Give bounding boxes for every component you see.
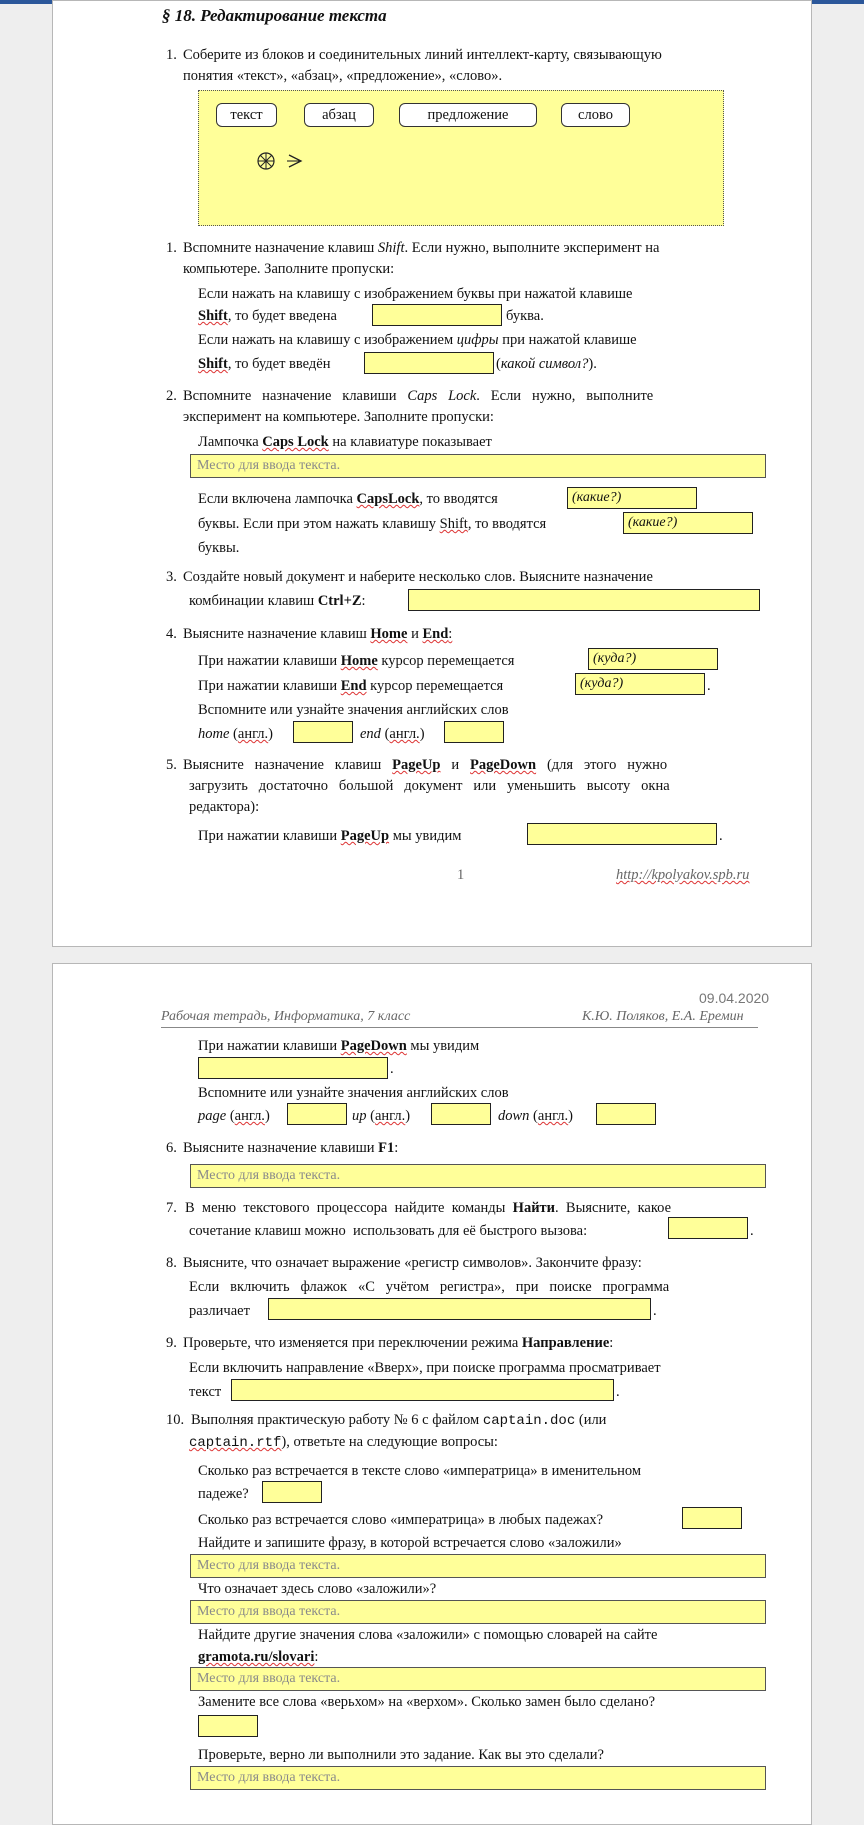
task-text: Соберите из блоков и соединительных линий интеллект-карту, связывающую — [183, 47, 662, 63]
question-text: В меню текстового процессора найдите команды Найти. Выясните, какое — [185, 1200, 672, 1216]
phrase-answer-input[interactable]: Место для ввода текста. — [190, 1554, 766, 1578]
question-text: Найдите и запишите фразу, в которой встречается слово «заложили» — [198, 1535, 622, 1551]
question-text: Если нажать на клавишу с изображением цифры при нажатой клавише — [198, 332, 637, 348]
question-text: При нажатии клавиши End курсор перемещается — [198, 678, 504, 694]
question-text: Проверьте, верно ли выполнили это задание. Как вы это сделали? — [198, 1747, 604, 1763]
ctrlz-answer-input[interactable] — [408, 589, 760, 611]
document-date: 09.04.2020 — [699, 990, 770, 1006]
question-text: Выясните назначение клавиш Home и End: — [183, 626, 453, 642]
question-number: 5. — [166, 757, 177, 773]
arrow-connector-icon[interactable] — [287, 155, 301, 167]
header-left: Рабочая тетрадь, Информатика, 7 класс — [161, 1009, 411, 1024]
home-translation-input[interactable] — [293, 721, 353, 743]
block-word[interactable]: слово — [561, 103, 630, 127]
punctuation: . — [653, 1303, 657, 1319]
question-text: редактора): — [189, 799, 260, 815]
capslock-letters-input[interactable]: (какие?) — [567, 487, 697, 509]
question-text: загрузить достаточно большой документ или уменьшить высоту окна — [189, 778, 670, 794]
question-number: 6. — [166, 1140, 177, 1156]
block-text[interactable]: текст — [216, 103, 277, 127]
section-title: § 18. Редактирование текста — [162, 6, 387, 25]
question-text: Вспомните или узнайте значения английских слов — [198, 1085, 509, 1101]
punctuation: . — [719, 828, 723, 844]
shift-digit-input[interactable] — [364, 352, 494, 374]
punctuation: . — [616, 1384, 620, 1400]
question-text: up (англ.) — [352, 1108, 411, 1124]
mind-map-area[interactable] — [198, 90, 724, 226]
question-text: Проверьте, что изменяется при переключении режима Направление: — [183, 1335, 614, 1351]
question-text: Найдите другие значения слова «заложили» с помощью словарей на сайте — [198, 1627, 658, 1643]
question-text: Выясните, что означает выражение «регистр символов». Закончите фразу: — [183, 1255, 642, 1271]
question-text: Если включена лампочка CapsLock, то вводятся — [198, 491, 498, 507]
pageup-answer-input[interactable] — [527, 823, 717, 845]
question-text: буква. — [506, 308, 544, 324]
site-link[interactable]: http://kpolyakov.spb.ru — [616, 867, 750, 883]
question-text: падеже? — [198, 1486, 249, 1502]
case-answer-input[interactable] — [268, 1298, 651, 1320]
all-cases-count-input[interactable] — [682, 1507, 742, 1529]
document-page-2 — [52, 963, 812, 1825]
block-paragraph[interactable]: абзац — [304, 103, 374, 127]
punctuation: . — [750, 1223, 754, 1239]
question-text: Сколько раз встречается в тексте слово «императрица» в именительном — [198, 1463, 642, 1479]
punctuation: . — [390, 1061, 394, 1077]
question-number: 3. — [166, 569, 177, 585]
question-text: Выполняя практическую работу № 6 с файлом captain.doc (или — [191, 1412, 607, 1429]
question-text: Если включить флажок «С учётом регистра», при поиске программа — [189, 1279, 670, 1295]
connector-tools — [257, 151, 317, 173]
question-number: 2. — [166, 388, 177, 404]
page-translation-input[interactable] — [287, 1103, 347, 1125]
task-number: 1. — [166, 47, 177, 63]
find-shortcut-input[interactable] — [668, 1217, 748, 1239]
question-text: При нажатии клавиши PageUp мы увидим — [198, 828, 462, 844]
question-text: home (англ.) — [198, 726, 274, 742]
question-text: комбинации клавиш Ctrl+Z: — [189, 593, 366, 609]
home-answer-input[interactable]: (куда?) — [588, 648, 718, 670]
question-text: Shift, то будет введена — [198, 308, 337, 324]
header-right: К.Ю. Поляков, Е.А. Еремин — [582, 1009, 744, 1024]
question-text: Если нажать на клавишу с изображением буквы при нажатой клавише — [198, 286, 633, 302]
block-sentence[interactable]: предложение — [399, 103, 537, 127]
question-text: При нажатии клавиши Home курсор перемещается — [198, 653, 515, 669]
question-number: 8. — [166, 1255, 177, 1271]
question-text: Shift, то будет введён — [198, 356, 331, 372]
task-text: понятия «текст», «абзац», «предложение», «слово». — [183, 68, 503, 84]
question-number: 10. — [166, 1412, 185, 1428]
document-page-1 — [52, 0, 812, 947]
question-text: end (англ.) — [360, 726, 425, 742]
page-number: 1 — [457, 867, 465, 883]
question-text: Лампочка Caps Lock на клавиатуре показывает — [198, 434, 492, 450]
question-text: Создайте новый документ и наберите несколько слов. Выясните назначение — [183, 569, 653, 585]
verify-answer-input[interactable]: Место для ввода текста. — [190, 1766, 766, 1790]
end-answer-input[interactable]: (куда?) — [575, 673, 705, 695]
question-text: Что означает здесь слово «заложили»? — [198, 1581, 437, 1597]
question-text: Выясните назначение клавиши F1: — [183, 1140, 399, 1156]
shift-letter-input[interactable] — [372, 304, 502, 326]
up-translation-input[interactable] — [431, 1103, 491, 1125]
question-text: текст — [189, 1384, 222, 1400]
question-text: captain.rtf), ответьте на следующие вопросы: — [189, 1434, 498, 1451]
question-text: Вспомните назначение клавиш Shift. Если нужно, выполните эксперимент на — [183, 240, 660, 256]
f1-answer-input[interactable]: Место для ввода текста. — [190, 1164, 766, 1188]
down-translation-input[interactable] — [596, 1103, 656, 1125]
question-text: Вспомните назначение клавиши Caps Lock. Если нужно, выполните — [183, 388, 654, 404]
punctuation: . — [707, 678, 711, 694]
question-number: 9. — [166, 1335, 177, 1351]
question-text: Выясните назначение клавиш PageUp и PageDown (для этого нужно — [183, 757, 668, 773]
pagedown-answer-input[interactable] — [198, 1057, 388, 1079]
question-text: (какой символ?). — [496, 356, 597, 372]
question-number: 1. — [166, 240, 177, 256]
question-text: gramota.ru/slovari: — [198, 1649, 319, 1665]
question-text: Если включить направление «Вверх», при поиске программа просматривает — [189, 1360, 661, 1376]
question-number: 7. — [166, 1200, 177, 1216]
question-text: различает — [189, 1303, 250, 1319]
replace-count-input[interactable] — [198, 1715, 258, 1737]
nominative-count-input[interactable] — [262, 1481, 322, 1503]
header-divider — [161, 1027, 758, 1028]
question-text: буквы. Если при этом нажать клавишу Shift, то вводятся — [198, 516, 547, 532]
other-meanings-input[interactable]: Место для ввода текста. — [190, 1667, 766, 1691]
direction-answer-input[interactable] — [231, 1379, 614, 1401]
question-text: Сколько раз встречается слово «императрица» в любых падежах? — [198, 1512, 604, 1528]
question-text: Замените все слова «верьхом» на «верхом». Сколько замен было сделано? — [198, 1694, 656, 1710]
question-text: компьютере. Заполните пропуски: — [183, 261, 395, 277]
question-text: сочетание клавиш можно использовать для её быстрого вызова: — [189, 1223, 588, 1239]
question-text: эксперимент на компьютере. Заполните пропуски: — [183, 409, 494, 425]
capslock-shift-letters-input[interactable]: (какие?) — [623, 512, 753, 534]
question-number: 4. — [166, 626, 177, 642]
question-text: down (англ.) — [498, 1108, 574, 1124]
question-text: буквы. — [198, 540, 240, 556]
capslock-answer-input[interactable]: Место для ввода текста. — [190, 454, 766, 478]
question-text: Вспомните или узнайте значения английских слов — [198, 702, 509, 718]
meaning-answer-input[interactable]: Место для ввода текста. — [190, 1600, 766, 1624]
end-translation-input[interactable] — [444, 721, 504, 743]
connector-node-icon[interactable] — [258, 153, 274, 169]
question-text: page (англ.) — [198, 1108, 270, 1124]
question-text: При нажатии клавиши PageDown мы увидим — [198, 1038, 480, 1054]
